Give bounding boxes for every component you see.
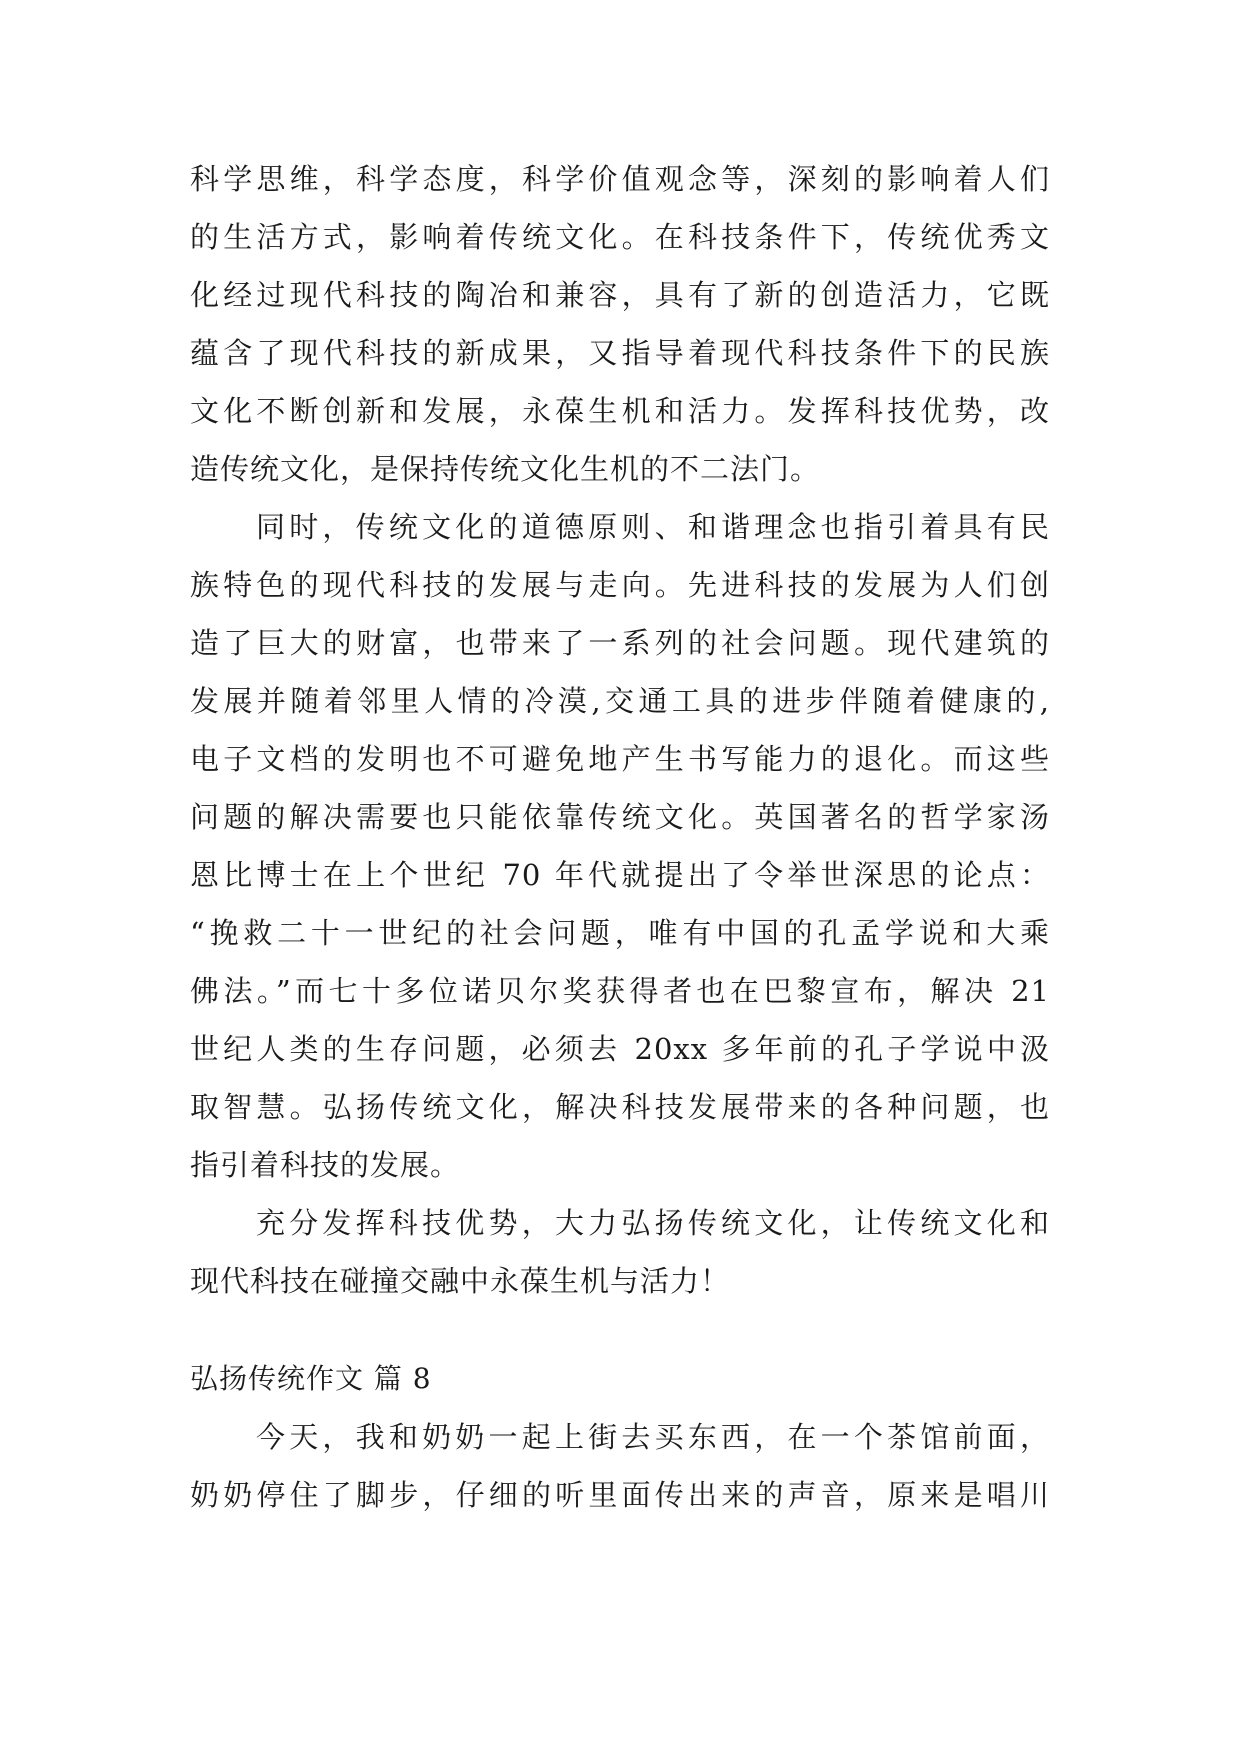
text-line: 的生活方式，影响着传统文化。在科技条件下，传统优秀文 — [190, 220, 1050, 254]
text-line: 指引着科技的发展。 — [190, 1148, 461, 1182]
paragraph-tea-house — [190, 1408, 1050, 1524]
text-line: 恩比博士在上个世纪 70 年代就提出了令举世深思的论点： — [190, 858, 1050, 892]
text-line: 现代科技在碰撞交融中永葆生机与活力！ — [190, 1264, 731, 1298]
paragraph-conclusion — [190, 1194, 1050, 1310]
text-line: “挽救二十一世纪的社会问题，唯有中国的孔孟学说和大乘 — [190, 916, 1050, 950]
text-line: 蕴含了现代科技的新成果，又指导着现代科技条件下的民族 — [190, 336, 1050, 370]
text-line: 发展并随着邻里人情的冷漠,交通工具的进步伴随着健康的, — [190, 684, 1050, 718]
text-line: 化经过现代科技的陶冶和兼容，具有了新的创造活力，它既 — [190, 278, 1050, 312]
text-line: 取智慧。弘扬传统文化，解决科技发展带来的各种问题，也 — [190, 1090, 1050, 1124]
text-line: 文化不断创新和发展，永葆生机和活力。发挥科技优势，改 — [190, 394, 1050, 428]
text-line: 电子文档的发明也不可避免地产生书写能力的退化。而这些 — [190, 742, 1050, 776]
text-line: 佛法。”而七十多位诺贝尔奖获得者也在巴黎宣布，解决 21 — [190, 974, 1050, 1008]
text-line: 世纪人类的生存问题，必须去 20xx 多年前的孔子学说中汲 — [190, 1032, 1050, 1066]
text-line: 族特色的现代科技的发展与走向。先进科技的发展为人们创 — [190, 568, 1050, 602]
text-line: 奶奶停住了脚步，仔细的听里面传出来的声音，原来是唱川 — [190, 1478, 1050, 1512]
text-line: 造了巨大的财富，也带来了一系列的社会问题。现代建筑的 — [190, 626, 1050, 660]
text-line: 同时，传统文化的道德原则、和谐理念也指引着具有民 — [256, 510, 1050, 544]
section-heading: 弘扬传统作文 篇 8 — [190, 1362, 432, 1395]
document-body — [190, 150, 1050, 1524]
text-line: 造传统文化，是保持传统文化生机的不二法门。 — [190, 452, 821, 486]
text-line: 问题的解决需要也只能依靠传统文化。英国著名的哲学家汤 — [190, 800, 1050, 834]
section-spacer — [190, 1310, 1050, 1350]
paragraph-science-culture — [190, 150, 1050, 498]
text-line: 充分发挥科技优势，大力弘扬传统文化，让传统文化和 — [256, 1206, 1050, 1240]
text-line: 今天，我和奶奶一起上街去买东西，在一个茶馆前面， — [256, 1420, 1050, 1454]
text-line: 科学思维，科学态度，科学价值观念等，深刻的影响着人们 — [190, 162, 1050, 196]
paragraph-traditional-guidance — [190, 498, 1050, 1194]
